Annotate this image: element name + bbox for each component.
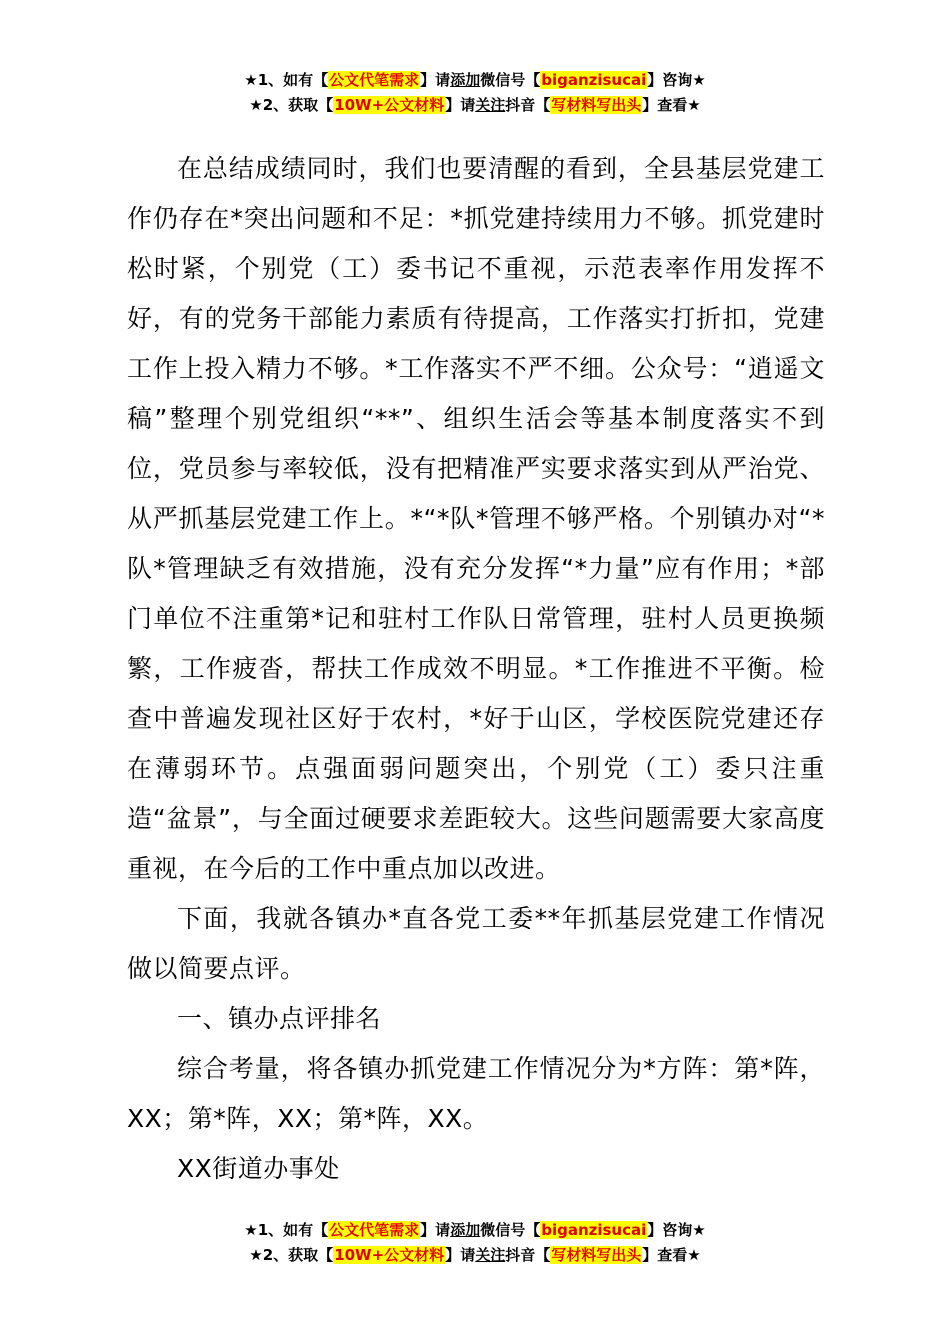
paragraph-intro-review: 下面，我就各镇办*直各党工委**年抓基层党建工作情况做以简要点评。 [127, 904, 825, 983]
banner-line-2 [0, 1243, 950, 1268]
banner-highlight: 公文代笔需求 [329, 71, 420, 89]
banner-text: 】查看★ [642, 96, 701, 114]
banner-text: 】请 [420, 1221, 451, 1239]
banner-text: 】请 [445, 96, 476, 114]
banner-line-2 [0, 93, 950, 118]
banner-text: 抖音【 [505, 96, 551, 114]
banner-highlight: biganzisucai [541, 71, 647, 89]
banner-line-1 [0, 1218, 950, 1243]
banner-text: 】查看★ [642, 1246, 701, 1264]
banner-text: 】请 [420, 71, 451, 89]
banner-underline: 添加 [450, 71, 481, 89]
banner-line-1 [0, 68, 950, 93]
banner-text: 微信号【 [480, 1221, 541, 1239]
banner-highlight: 写材料写出头 [551, 96, 642, 114]
banner-text: ★1、如有【 [244, 71, 329, 89]
paragraph-ranking: 综合考量，将各镇办抓党建工作情况分为*方阵：第*阵，XX；第*阵，XX；第*阵，XX。 [127, 1054, 825, 1133]
banner-text: ★2、获取【 [249, 96, 334, 114]
header-banner [0, 68, 950, 118]
section-heading: 一、镇办点评排名 [177, 1004, 382, 1033]
banner-text: 】咨询★ [647, 1221, 706, 1239]
banner-text: ★2、获取【 [249, 1246, 334, 1264]
document-body [127, 144, 825, 1194]
footer-banner [0, 1218, 950, 1268]
banner-highlight: 10W+公文材料 [334, 1246, 445, 1264]
subsection-heading: XX街道办事处 [177, 1154, 340, 1183]
banner-text: 抖音【 [505, 1246, 551, 1264]
banner-highlight: 公文代笔需求 [329, 1221, 420, 1239]
banner-highlight: biganzisucai [541, 1221, 647, 1239]
banner-text: 微信号【 [480, 71, 541, 89]
paragraph-problems: 在总结成绩同时，我们也要清醒的看到，全县基层党建工作仍存在*突出问题和不足：*抓党建持续用力不够。抓党建时松时紧，个别党（工）委书记不重视，示范表率作用发挥不好，有的党务干部能力素质有待提高，工作落实打折扣，党建工作上投入精力不够。*工作落实不严不细。公众号：“逍遥文稿”整理个别党组织“**”、组织生活会等基本制度落实不到位，党员参与率较低，没有把精准严实要求落实到从严治党、从严抓基层党建工作上。*“*队*管理不够严格。个别镇办对“*队*管理缺乏有效措施，没有充分发挥“*力量”应有作用；*部门单位不注重第*记和驻村工作队日常管理，驻村人员更换频繁，工作疲沓，帮扶工作成效不明显。*工作推进不平衡。检查中普遍发现社区好于农村，*好于山区，学校医院党建还存在薄弱环节。点强面弱问题突出，个别党（工）委只注重造“盆景”，与全面过硬要求差距较大。这些问题需要大家高度重视，在今后的工作中重点加以改进。 [127, 154, 825, 883]
banner-highlight: 10W+公文材料 [334, 96, 445, 114]
banner-underline: 关注 [475, 96, 506, 114]
banner-underline: 添加 [450, 1221, 481, 1239]
banner-text: 】请 [445, 1246, 476, 1264]
banner-highlight: 写材料写出头 [551, 1246, 642, 1264]
banner-text: 】咨询★ [647, 71, 706, 89]
banner-text: ★1、如有【 [244, 1221, 329, 1239]
banner-underline: 关注 [475, 1246, 506, 1264]
